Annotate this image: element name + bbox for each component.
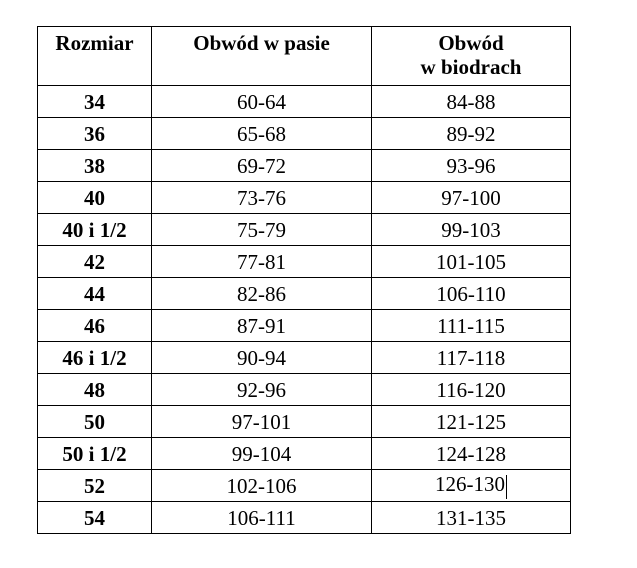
header-waist[interactable] <box>152 27 372 86</box>
size-cell[interactable]: 40 i 1/2 <box>38 214 152 246</box>
waist-cell[interactable]: 77-81 <box>152 246 372 278</box>
header-hips[interactable] <box>372 27 571 86</box>
table-row <box>38 502 571 534</box>
size-cell[interactable]: 36 <box>38 118 152 150</box>
hips-cell[interactable]: 117-118 <box>372 342 571 374</box>
text-cursor <box>506 475 507 499</box>
header-row <box>38 27 571 86</box>
size-cell[interactable]: 50 <box>38 406 152 438</box>
size-cell[interactable]: 46 <box>38 310 152 342</box>
table-row <box>38 150 571 182</box>
waist-cell[interactable]: 99-104 <box>152 438 372 470</box>
size-cell[interactable]: 46 i 1/2 <box>38 342 152 374</box>
waist-cell[interactable]: 82-86 <box>152 278 372 310</box>
waist-cell[interactable]: 97-101 <box>152 406 372 438</box>
hips-cell-text: 126-130 <box>435 472 505 497</box>
size-cell[interactable]: 42 <box>38 246 152 278</box>
table-row <box>38 342 571 374</box>
waist-cell[interactable]: 65-68 <box>152 118 372 150</box>
waist-cell[interactable]: 60-64 <box>152 86 372 118</box>
waist-cell[interactable]: 106-111 <box>152 502 372 534</box>
size-cell[interactable]: 34 <box>38 86 152 118</box>
header-waist-label: Obwód w pasie <box>193 31 330 55</box>
waist-cell[interactable]: 75-79 <box>152 214 372 246</box>
size-cell[interactable]: 40 <box>38 182 152 214</box>
waist-cell[interactable]: 69-72 <box>152 150 372 182</box>
hips-cell[interactable]: 89-92 <box>372 118 571 150</box>
waist-cell[interactable]: 87-91 <box>152 310 372 342</box>
table-row <box>38 86 571 118</box>
table-row <box>38 438 571 470</box>
table-row <box>38 118 571 150</box>
hips-cell[interactable]: 111-115 <box>372 310 571 342</box>
table-row <box>38 470 571 502</box>
waist-cell[interactable]: 92-96 <box>152 374 372 406</box>
hips-cell[interactable]: 93-96 <box>372 150 571 182</box>
hips-cell[interactable]: 131-135 <box>372 502 571 534</box>
table-row <box>38 214 571 246</box>
table-row <box>38 374 571 406</box>
hips-cell[interactable]: 101-105 <box>372 246 571 278</box>
size-cell[interactable]: 54 <box>38 502 152 534</box>
table-row <box>38 278 571 310</box>
hips-cell-with-cursor[interactable] <box>372 470 571 502</box>
hips-cell[interactable]: 106-110 <box>372 278 571 310</box>
header-size[interactable] <box>38 27 152 86</box>
hips-cell[interactable]: 99-103 <box>372 214 571 246</box>
size-chart-table <box>37 26 571 534</box>
table-row <box>38 406 571 438</box>
header-hips-line1: Obwód <box>438 31 504 55</box>
hips-cell[interactable]: 116-120 <box>372 374 571 406</box>
size-cell[interactable]: 44 <box>38 278 152 310</box>
size-cell[interactable]: 50 i 1/2 <box>38 438 152 470</box>
table-row <box>38 310 571 342</box>
waist-cell[interactable]: 73-76 <box>152 182 372 214</box>
hips-cell[interactable]: 84-88 <box>372 86 571 118</box>
hips-cell[interactable]: 97-100 <box>372 182 571 214</box>
size-cell[interactable]: 38 <box>38 150 152 182</box>
waist-cell[interactable]: 102-106 <box>152 470 372 502</box>
table-row <box>38 182 571 214</box>
header-hips-line2: w biodrach <box>420 55 522 79</box>
size-cell[interactable]: 52 <box>38 470 152 502</box>
header-size-label: Rozmiar <box>55 31 134 55</box>
hips-cell[interactable]: 124-128 <box>372 438 571 470</box>
waist-cell[interactable]: 90-94 <box>152 342 372 374</box>
size-cell[interactable]: 48 <box>38 374 152 406</box>
hips-cell[interactable]: 121-125 <box>372 406 571 438</box>
table-row <box>38 246 571 278</box>
